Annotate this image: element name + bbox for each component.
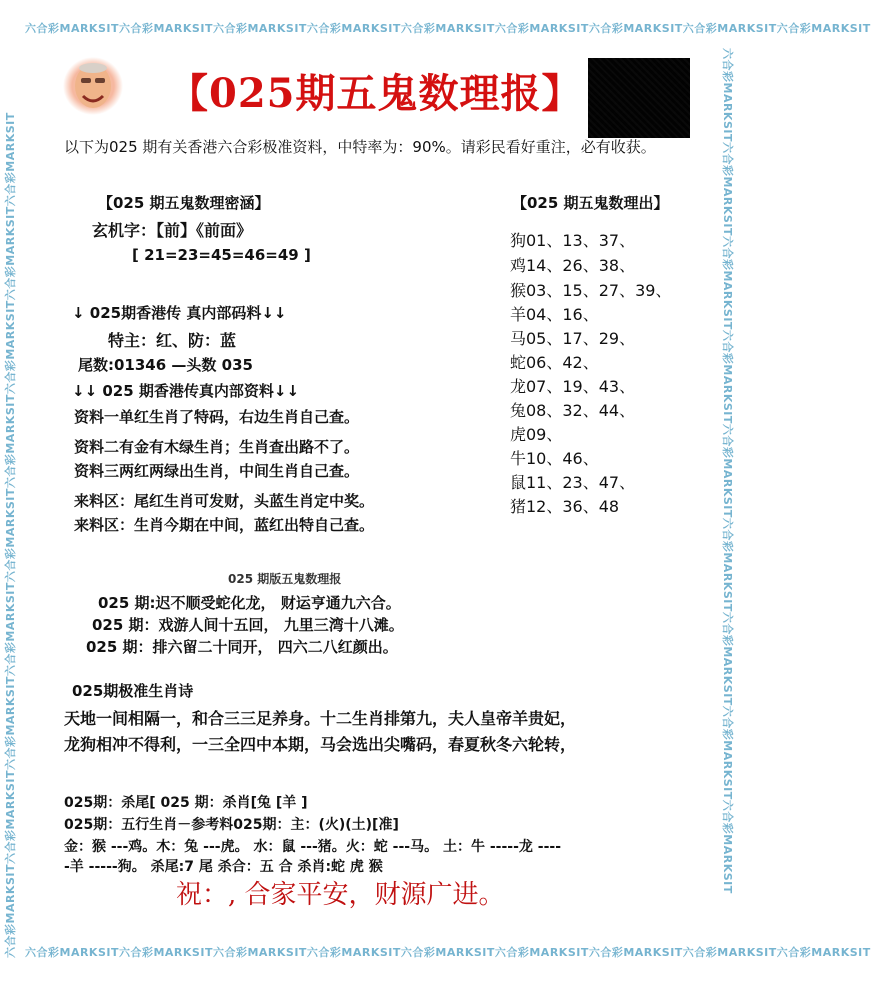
zodiac-number-row: 猪12、36、48: [510, 497, 620, 516]
zodiac-number-row: 牛10、46、: [510, 449, 599, 468]
section2-line: 来料区：尾红生肖可发财，头蓝生肖定中奖。: [74, 492, 375, 510]
page-title: 【025期五鬼数理报】: [168, 70, 583, 117]
bottom-line: 025期：五行生肖－参考料025期：主：(火)(土)[准]: [64, 817, 399, 833]
verse-heading: 025 期版五鬼数理报: [228, 572, 342, 586]
zodiac-number-row: 猴03、15、27、39、: [510, 281, 672, 300]
watermark-bottom: 六合彩MARKSIT六合彩MARKSIT六合彩MARKSIT六合彩MARKSIT六合彩MARKSIT六合彩MARKSIT六合彩MARKSIT六合彩MARKSIT六合彩MARKSIT: [25, 946, 871, 959]
watermark-right: 六合彩MARKSIT六合彩MARKSIT六合彩MARKSIT六合彩MARKSIT六合彩MARKSIT六合彩MARKSIT六合彩MARKSIT六合彩MARKSIT六合彩MARKSIT: [721, 48, 734, 894]
poem-heading: 025期极准生肖诗: [72, 682, 194, 700]
zodiac-number-row: 鸡14、26、38、: [510, 256, 636, 275]
secret-heading: 【025 期五鬼数理密涵】: [98, 194, 270, 212]
verse-line: 025 期：排六留二十同开， 四六二八红颜出。: [86, 638, 398, 656]
qr-code: [588, 58, 690, 138]
zodiac-number-row: 狗01、13、37、: [510, 231, 636, 250]
blessing-text: 祝：, 合家平安，财源广进。: [176, 880, 505, 910]
section1-heading: ↓ 025期香港传 真内部码料↓↓: [72, 304, 287, 322]
avatar: [62, 56, 124, 116]
bottom-line: -羊 -----狗。 杀尾:7 尾 杀合：五 合 杀肖:蛇 虎 猴: [64, 859, 383, 875]
watermark-left: 六合彩MARKSIT六合彩MARKSIT六合彩MARKSIT六合彩MARKSIT六合彩MARKSIT六合彩MARKSIT六合彩MARKSIT六合彩MARKSIT六合彩MARKSIT: [4, 112, 17, 958]
secret-formula: [ 21=23=45=46=49 ]: [132, 246, 311, 264]
zodiac-number-row: 蛇06、42、: [510, 353, 599, 372]
zodiac-number-row: 龙07、19、43、: [510, 377, 636, 396]
zodiac-number-row: 马05、17、29、: [510, 329, 636, 348]
bottom-line: 金：猴 ---鸡。木：兔 ---虎。 水：鼠 ---猪。火：蛇 ---马。 土：牛 -----龙 ----: [64, 839, 562, 855]
verse-line: 025 期:迟不顺受蛇化龙， 财运亨通九六合。: [98, 594, 401, 612]
bottom-line: 025期：杀尾[ 025 期：杀肖[兔 [羊 ]: [64, 795, 308, 811]
poem-line: 天地一间相隔一，和合三三足养身。十二生肖排第九，夫人皇帝羊贵妃，: [64, 709, 577, 728]
zodiac-number-row: 鼠11、23、47、: [510, 473, 636, 492]
poem-line: 龙狗相冲不得利，一三全四中本期，马会选出尖嘴码，春夏秋冬六轮转，: [64, 735, 577, 754]
numbers-heading: 【025 期五鬼数理出】: [512, 194, 669, 212]
watermark-top: 六合彩MARKSIT六合彩MARKSIT六合彩MARKSIT六合彩MARKSIT六合彩MARKSIT六合彩MARKSIT六合彩MARKSIT六合彩MARKSIT六合彩MARKSIT: [25, 22, 871, 35]
section2-line: 资料二有金有木绿生肖；生肖查出路不了。: [74, 438, 360, 456]
zodiac-number-row: 虎09、: [510, 425, 563, 444]
zodiac-number-row: 兔08、32、44、: [510, 401, 636, 420]
section2-line: 来料区：生肖今期在中间，蓝红出特自己查。: [74, 516, 375, 534]
zodiac-number-row: 羊04、16、: [510, 305, 599, 324]
section1-tezhu: 特主：红、防：蓝: [108, 331, 237, 350]
secret-xuanji: 玄机字：【前】《前面》: [92, 221, 253, 240]
section2-heading: ↓↓ 025 期香港传真内部资料↓↓: [72, 382, 300, 400]
intro-text: 以下为025 期有关香港六合彩极准资料，中特率为：90%。请彩民看好重注，必有收获。: [64, 138, 656, 156]
section2-line: 资料三两红两绿出生肖，中间生肖自己查。: [74, 462, 360, 480]
section2-line: 资料一单红生肖了特码，右边生肖自己查。: [74, 408, 360, 426]
verse-line: 025 期：戏游人间十五回， 九里三湾十八滩。: [92, 616, 404, 634]
section1-weishu: 尾数:01346 —头数 035: [78, 356, 253, 374]
